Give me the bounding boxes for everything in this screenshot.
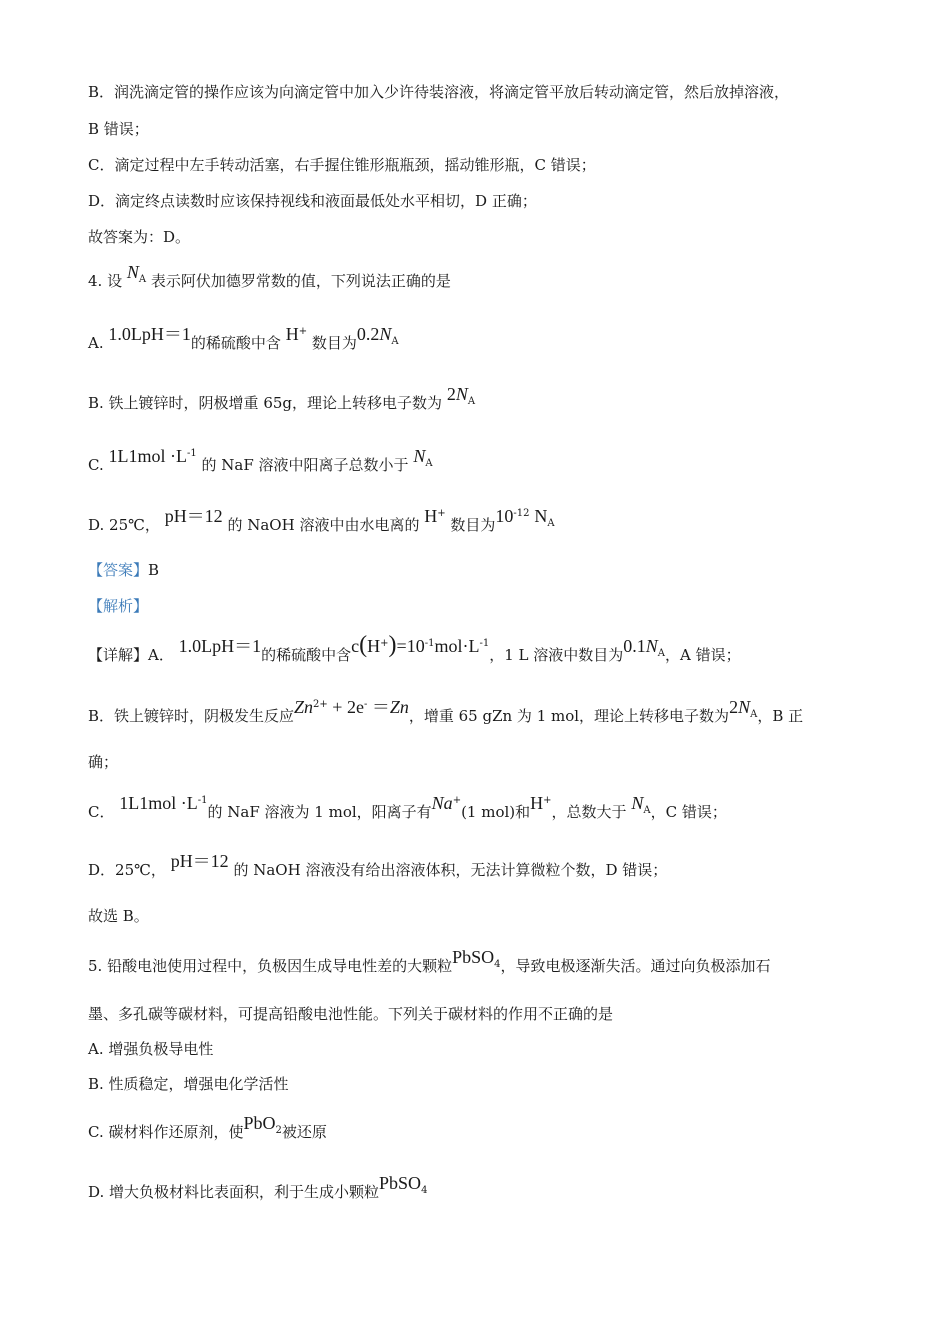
q4-detail-b-cont: 确；: [88, 753, 119, 771]
prev-answer-b-line2: B 错误；: [88, 120, 149, 138]
q5-stem-line1: 5. 铅酸电池使用过程中，负极因生成导电性差的大颗粒PbSO$_4$，导致电极逐渐失活。通过向负极添加石: [88, 947, 771, 975]
q4-option-c: C. $1L1mol \cdot L^{-1}$ 的 NaF 溶液中阳离子总数小于 $N_A$: [88, 446, 433, 474]
q4-analysis-tag: 【解析】: [88, 597, 149, 615]
q5-option-a: A. 增强负极导电性: [88, 1040, 214, 1058]
q4-detail-d: D．25℃， pH＝12 的 NaOH 溶液没有给出溶液体积，无法计算微粒个数，D 错误；: [88, 851, 668, 879]
q5-option-c: C. 碳材料作还原剂，使PbO$_2$被还原: [88, 1113, 327, 1141]
q5-option-b: B. 性质稳定，增强电化学活性: [88, 1075, 289, 1093]
q4-detail-a: 【详解】A． 1.0LpH＝1的稀硫酸中含$c(H^+)=10^{-1}mol\cdot L^{-1}$，1 L 溶液中数目为$0.1N_A$，A 错误；: [88, 632, 741, 664]
q4-answer: 【答案】B: [88, 561, 160, 579]
q4-detail-c: C． $1L1mol \cdot L^{-1}$的 NaF 溶液为 1 mol，阳离子有Na+(1 mol)和H+，总数大于 $N_A$，C 错误；: [88, 793, 727, 821]
prev-answer-d: D．滴定终点读数时应该保持视线和液面最低处水平相切，D 正确；: [88, 192, 537, 210]
prev-answer-conclusion: 故答案为：D。: [88, 228, 191, 246]
prev-answer-c: C．滴定过程中左手转动活塞，右手握住锥形瓶瓶颈，摇动锥形瓶，C 错误；: [88, 156, 596, 174]
q4-detail-b: B．铁上镀锌时，阴极发生反应$Zn^{2+} + 2e^- =Zn$，增重 65 gZn 为 1 mol，理论上转移电子数为$2N_A$，B 正: [88, 697, 804, 725]
q4-stem: 4. 设 $N_A$ 表示阿伏加德罗常数的值，下列说法正确的是: [88, 262, 451, 290]
q4-option-a: A. 1.0LpH＝1的稀硫酸中含 H+ 数目为$0.2N_A$: [88, 324, 399, 352]
q4-conclusion: 故选 B。: [88, 907, 149, 925]
q4-option-d: D. 25℃， pH＝12 的 NaOH 溶液中由水电离的 H+ 数目为$10^{-12}$ $N_A$: [88, 506, 555, 534]
prev-answer-b-line1: B．润洗滴定管的操作应该为向滴定管中加入少许待装溶液，将滴定管平放后转动滴定管，然后放掉溶液，: [88, 83, 790, 101]
q4-option-b: B. 铁上镀锌时，阴极增重 65g，理论上转移电子数为 $2N_A$: [88, 384, 476, 412]
q5-option-d: D. 增大负极材料比表面积，利于生成小颗粒PbSO$_4$: [88, 1173, 428, 1201]
q5-stem-line2: 墨、多孔碳等碳材料，可提高铅酸电池性能。下列关于碳材料的作用不正确的是: [88, 1005, 614, 1023]
